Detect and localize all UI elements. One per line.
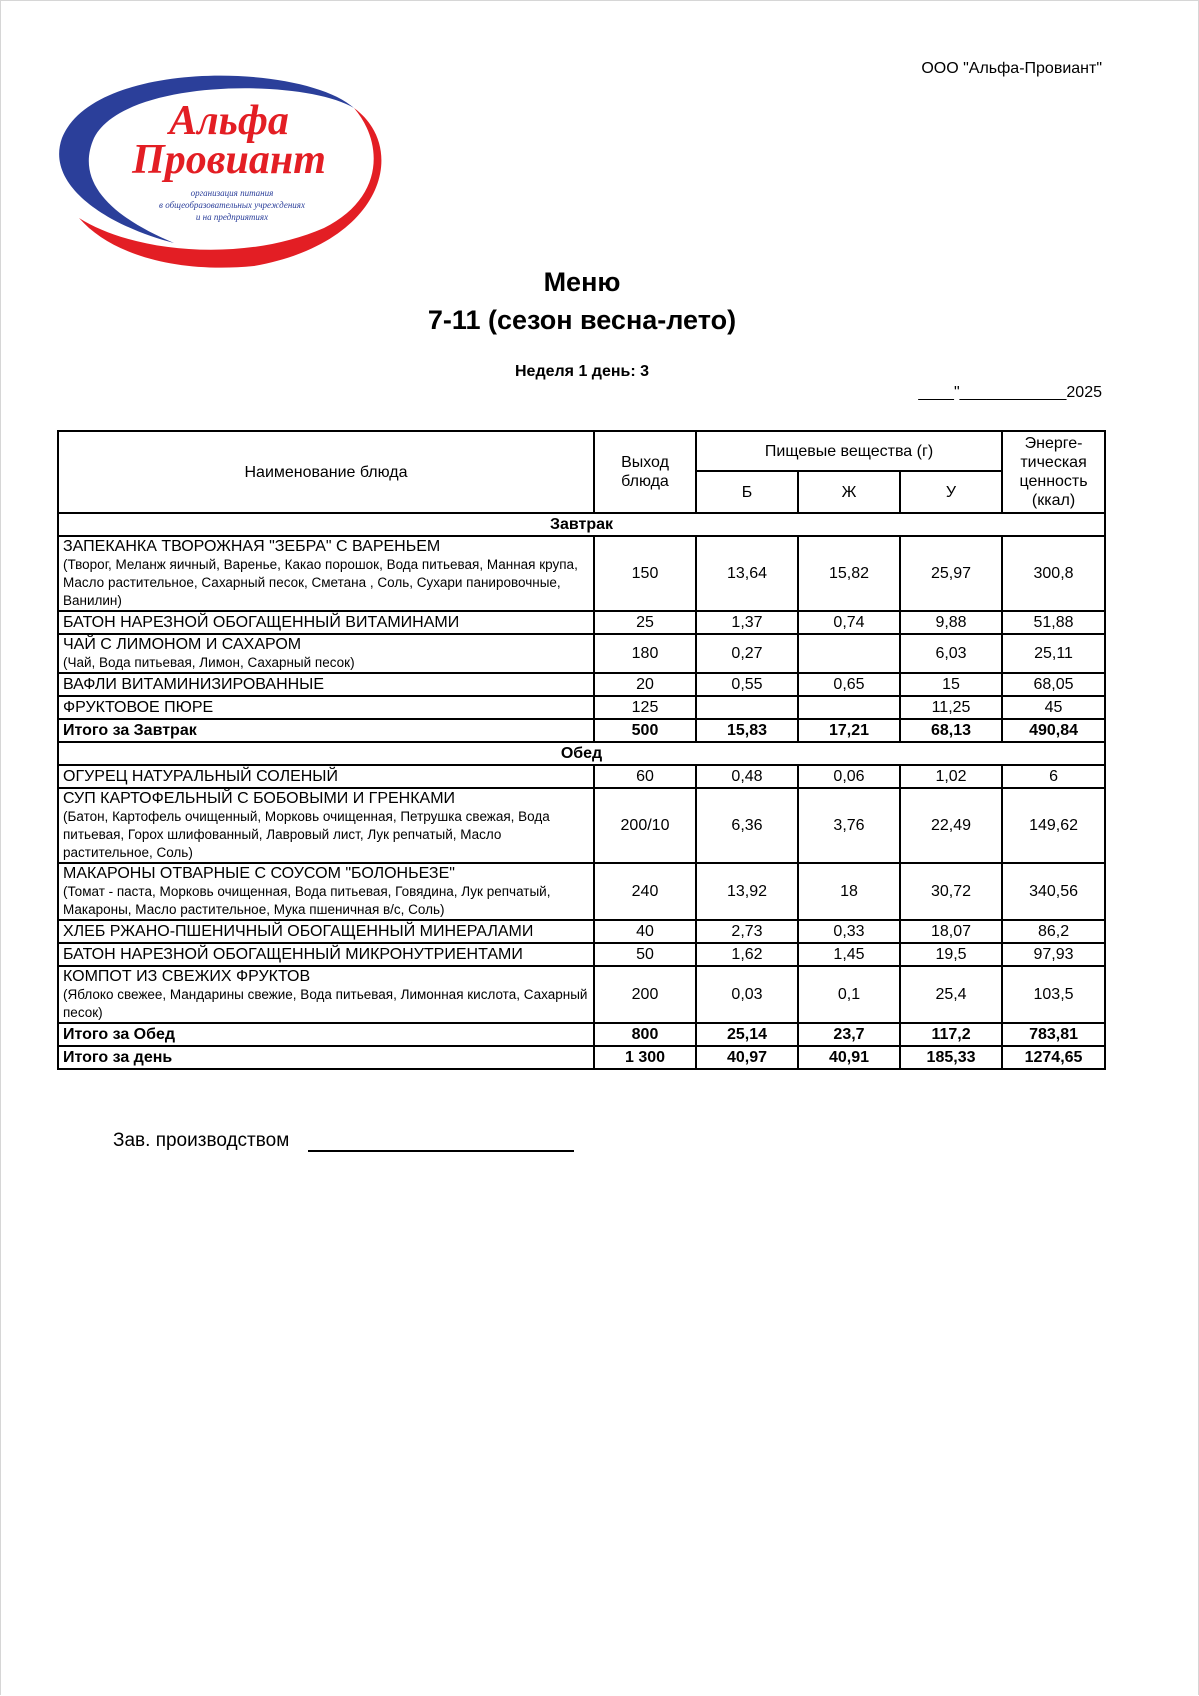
dish-row <box>58 634 1105 673</box>
dish-name-cell <box>58 966 594 1023</box>
dish-protein: 0,03 <box>696 966 798 1023</box>
dish-kcal: 51,88 <box>1002 611 1105 634</box>
dish-row <box>58 611 1105 634</box>
header-protein: Б <box>696 471 798 513</box>
logo-tagline3: и на предприятиях <box>195 212 269 222</box>
dish-name-cell <box>58 696 594 719</box>
dish-protein: 0,48 <box>696 765 798 788</box>
dish-name-cell <box>58 863 594 920</box>
dish-yield: 150 <box>594 536 696 611</box>
dish-carbs: 15 <box>900 673 1002 696</box>
dish-protein: 6,36 <box>696 788 798 863</box>
day-total-carbs: 185,33 <box>900 1046 1002 1069</box>
dish-name-cell <box>58 611 594 634</box>
menu-table <box>57 430 1106 1070</box>
dish-protein: 13,92 <box>696 863 798 920</box>
dish-kcal: 300,8 <box>1002 536 1105 611</box>
dish-ingredients: (Батон, Картофель очищенный, Морковь очищенная, Петрушка свежая, Вода питьевая, Горох шлифованный, Лавровый лист, Лук репчатый, Масло растительное, Соль) <box>63 809 550 860</box>
dish-name-cell <box>58 536 594 611</box>
dish-fat <box>798 696 900 719</box>
dish-fat <box>798 634 900 673</box>
page-title: Меню <box>543 267 621 297</box>
dish-ingredients: (Чай, Вода питьевая, Лимон, Сахарный песок) <box>63 655 355 670</box>
company-logo <box>54 68 390 270</box>
header-energy: Энерге-тическая ценность (ккал) <box>1002 431 1105 513</box>
dish-row <box>58 765 1105 788</box>
dish-fat: 0,1 <box>798 966 900 1023</box>
dish-fat: 0,65 <box>798 673 900 696</box>
signature-label: Зав. производством <box>113 1130 290 1151</box>
dish-carbs: 22,49 <box>900 788 1002 863</box>
dish-protein: 13,64 <box>696 536 798 611</box>
dish-protein <box>696 696 798 719</box>
day-total-yield: 1 300 <box>594 1046 696 1069</box>
total-carbs: 117,2 <box>900 1023 1002 1046</box>
dish-ingredients: (Томат - паста, Морковь очищенная, Вода питьевая, Говядина, Лук репчатый, Макароны, Масло растительное, Мука пшеничная в/с, Соль) <box>63 884 551 917</box>
logo-line1: Альфа <box>169 98 289 144</box>
day-total-label: Итого за день <box>58 1046 594 1069</box>
dish-fat: 0,74 <box>798 611 900 634</box>
section-total-row <box>58 719 1105 742</box>
total-yield: 800 <box>594 1023 696 1046</box>
dish-carbs: 25,97 <box>900 536 1002 611</box>
dish-protein: 2,73 <box>696 920 798 943</box>
dish-yield: 200 <box>594 966 696 1023</box>
dish-row <box>58 536 1105 611</box>
dish-title: БАТОН НАРЕЗНОЙ ОБОГАЩЕННЫЙ ВИТАМИНАМИ <box>63 614 460 631</box>
section-title: Обед <box>58 742 1105 765</box>
dish-kcal: 6 <box>1002 765 1105 788</box>
dish-name-cell <box>58 765 594 788</box>
total-label: Итого за Обед <box>58 1023 594 1046</box>
dish-protein: 0,55 <box>696 673 798 696</box>
dish-title: БАТОН НАРЕЗНОЙ ОБОГАЩЕННЫЙ МИКРОНУТРИЕНТАМИ <box>63 946 523 963</box>
dish-protein: 1,62 <box>696 943 798 966</box>
section-total-row <box>58 1023 1105 1046</box>
dish-fat: 0,33 <box>798 920 900 943</box>
total-fat: 17,21 <box>798 719 900 742</box>
dish-carbs: 1,02 <box>900 765 1002 788</box>
dish-fat: 0,06 <box>798 765 900 788</box>
dish-title: ВАФЛИ ВИТАМИНИЗИРОВАННЫЕ <box>63 676 325 693</box>
signature-line <box>308 1150 574 1152</box>
dish-title: ОГУРЕЦ НАТУРАЛЬНЫЙ СОЛЕНЫЙ <box>63 768 338 785</box>
dish-yield: 200/10 <box>594 788 696 863</box>
dish-name-cell <box>58 788 594 863</box>
dish-kcal: 25,11 <box>1002 634 1105 673</box>
header-fat: Ж <box>798 471 900 513</box>
total-label: Итого за Завтрак <box>58 719 594 742</box>
page-subtitle: 7-11 (сезон весна-лето) <box>427 305 737 335</box>
dish-ingredients: (Творог, Меланж яичный, Варенье, Какао порошок, Вода питьевая, Манная крупа, Масло растительное, Сахарный песок, Сметана , Соль, Сухари панировочные, Ванилин) <box>63 557 578 608</box>
dish-name-cell <box>58 673 594 696</box>
dish-title: ЗАПЕКАНКА ТВОРОЖНАЯ "ЗЕБРА" С ВАРЕНЬЕМ <box>63 538 441 555</box>
dish-yield: 125 <box>594 696 696 719</box>
dish-title: МАКАРОНЫ ОТВАРНЫЕ С СОУСОМ "БОЛОНЬЕЗЕ" <box>63 865 455 882</box>
dish-protein: 0,27 <box>696 634 798 673</box>
dish-carbs: 19,5 <box>900 943 1002 966</box>
dish-protein: 1,37 <box>696 611 798 634</box>
dish-carbs: 25,4 <box>900 966 1002 1023</box>
total-carbs: 68,13 <box>900 719 1002 742</box>
dish-carbs: 18,07 <box>900 920 1002 943</box>
total-kcal: 490,84 <box>1002 719 1105 742</box>
dish-carbs: 30,72 <box>900 863 1002 920</box>
header-carbs: У <box>900 471 1002 513</box>
dish-kcal: 149,62 <box>1002 788 1105 863</box>
dish-row <box>58 943 1105 966</box>
dish-carbs: 9,88 <box>900 611 1002 634</box>
dish-row <box>58 673 1105 696</box>
total-fat: 23,7 <box>798 1023 900 1046</box>
day-total-protein: 40,97 <box>696 1046 798 1069</box>
dish-carbs: 11,25 <box>900 696 1002 719</box>
total-kcal: 783,81 <box>1002 1023 1105 1046</box>
day-total-fat: 40,91 <box>798 1046 900 1069</box>
dish-name-cell <box>58 943 594 966</box>
dish-yield: 240 <box>594 863 696 920</box>
day-total-kcal: 1274,65 <box>1002 1046 1105 1069</box>
header-name: Наименование блюда <box>58 431 594 513</box>
dish-yield: 180 <box>594 634 696 673</box>
dish-yield: 60 <box>594 765 696 788</box>
dish-kcal: 340,56 <box>1002 863 1105 920</box>
dish-yield: 25 <box>594 611 696 634</box>
dish-kcal: 45 <box>1002 696 1105 719</box>
dish-ingredients: (Яблоко свежее, Мандарины свежие, Вода питьевая, Лимонная кислота, Сахарный песок) <box>63 987 588 1020</box>
dish-kcal: 86,2 <box>1002 920 1105 943</box>
dish-row <box>58 863 1105 920</box>
dish-kcal: 97,93 <box>1002 943 1105 966</box>
section-header-row <box>58 513 1105 536</box>
dish-row <box>58 966 1105 1023</box>
dish-name-cell <box>58 920 594 943</box>
dish-row <box>58 920 1105 943</box>
dish-row <box>58 696 1105 719</box>
dish-yield: 40 <box>594 920 696 943</box>
dish-title: СУП КАРТОФЕЛЬНЫЙ С БОБОВЫМИ И ГРЕНКАМИ <box>63 790 456 807</box>
dish-yield: 50 <box>594 943 696 966</box>
header-nutrients: Пищевые вещества (г) <box>696 431 1002 471</box>
logo-tagline2: в общеобразовательных учреждениях <box>159 200 305 210</box>
dish-title: ФРУКТОВОЕ ПЮРЕ <box>63 699 214 716</box>
header-yield: Выход блюда <box>594 431 696 513</box>
dish-title: ЧАЙ С ЛИМОНОМ И САХАРОМ <box>63 636 302 653</box>
logo-line2: Провиант <box>132 137 326 183</box>
dish-name-cell <box>58 634 594 673</box>
dish-kcal: 68,05 <box>1002 673 1105 696</box>
total-protein: 25,14 <box>696 1023 798 1046</box>
date-placeholder: ____"____________2025 <box>918 384 1102 401</box>
day-total-row <box>58 1046 1105 1069</box>
total-protein: 15,83 <box>696 719 798 742</box>
section-header-row <box>58 742 1105 765</box>
company-name: ООО "Альфа-Провиант" <box>921 60 1102 77</box>
dish-carbs: 6,03 <box>900 634 1002 673</box>
dish-title: ХЛЕБ РЖАНО-ПШЕНИЧНЫЙ ОБОГАЩЕННЫЙ МИНЕРАЛАМИ <box>63 923 534 940</box>
dish-fat: 18 <box>798 863 900 920</box>
section-title: Завтрак <box>58 513 1105 536</box>
dish-title: КОМПОТ ИЗ СВЕЖИХ ФРУКТОВ <box>63 968 311 985</box>
dish-kcal: 103,5 <box>1002 966 1105 1023</box>
dish-row <box>58 788 1105 863</box>
logo-tagline1: организация питания <box>190 188 274 198</box>
dish-fat: 15,82 <box>798 536 900 611</box>
dish-yield: 20 <box>594 673 696 696</box>
dish-fat: 3,76 <box>798 788 900 863</box>
week-day: Неделя 1 день: 3 <box>514 363 650 380</box>
dish-fat: 1,45 <box>798 943 900 966</box>
total-yield: 500 <box>594 719 696 742</box>
